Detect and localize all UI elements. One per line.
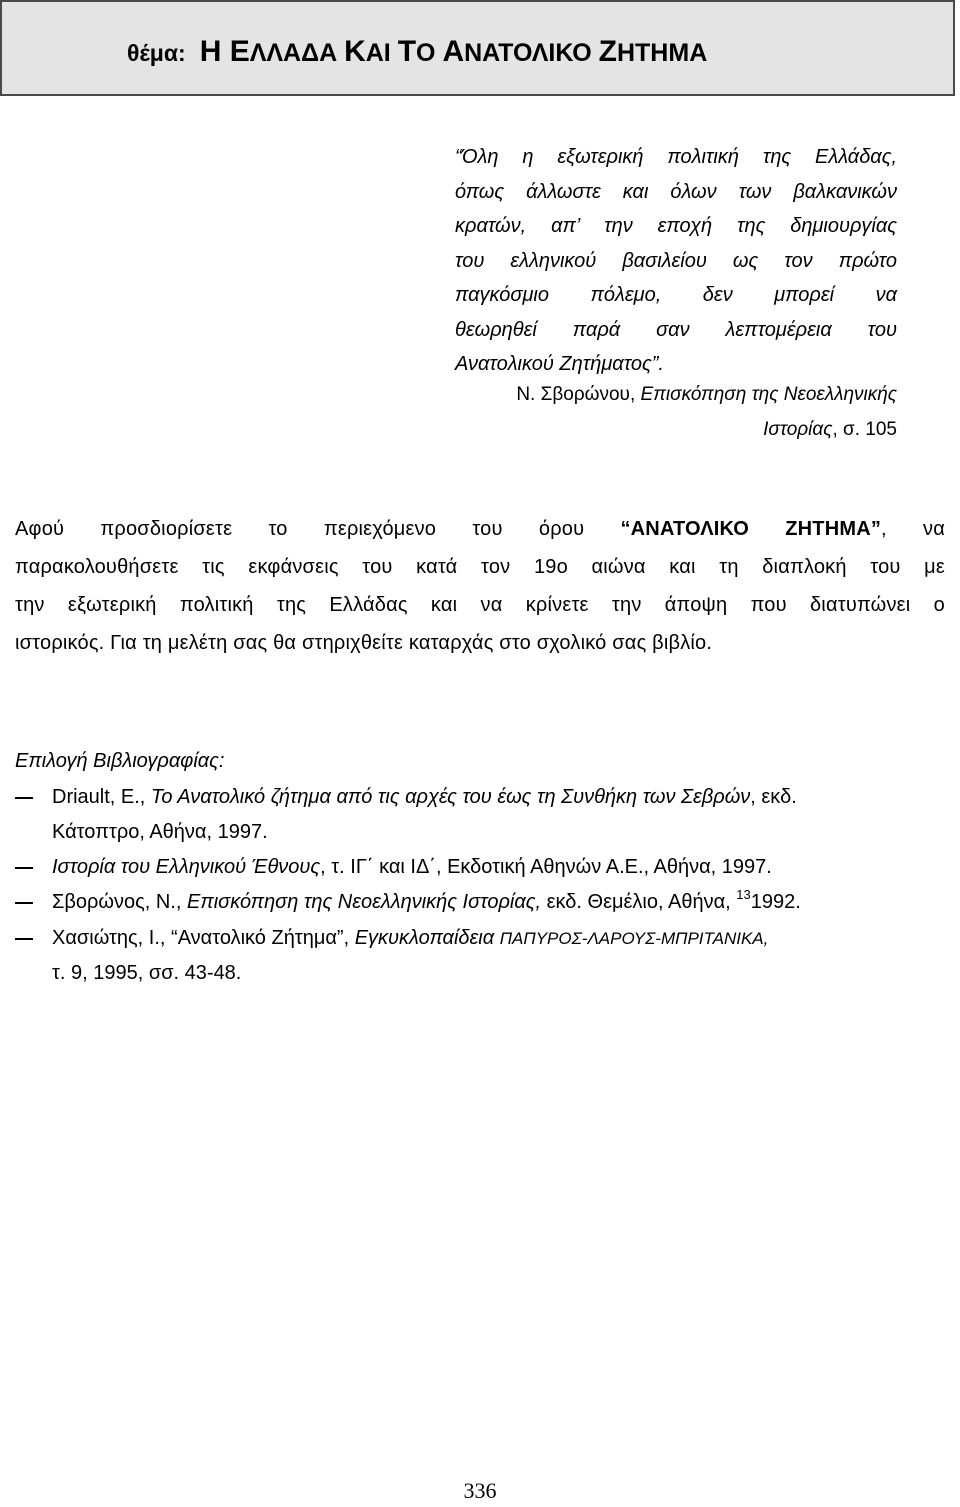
title-part: ΛΛΑΔΑ — [249, 39, 345, 67]
task-text: Αφού προσδιορίσετε το περιεχόμενο του όρου — [15, 518, 621, 540]
task-line: παρακολουθήσετε τις εκφάνσεις του κατά τον 19ο αιώνα και τη διαπλοκή του με — [15, 556, 945, 578]
title-part: ΑΙ — [365, 39, 398, 67]
quote-line: θεωρηθεί παρά σαν λεπτομέρεια του — [455, 318, 897, 341]
source-work: Επισκόπηση της Νεοελληνικής — [640, 384, 897, 405]
quote-line: κρατών, απ’ την εποχή της δημιουργίας — [455, 215, 897, 237]
bib-title: Το Ανατολικό ζήτημα από τις αρχές του έως τη Συνθήκη των Σεβρών — [150, 786, 751, 808]
quote-source — [467, 378, 897, 447]
quote-line: παγκόσμιο πόλεμο, δεν μπορεί να — [455, 284, 897, 306]
quote-line: όπως άλλωστε και όλων των βαλκανικών — [455, 180, 897, 203]
source-line-1 — [467, 378, 897, 413]
dash-bullet-icon — [15, 902, 33, 904]
title-part: Ο — [416, 39, 443, 67]
bibliography-item — [15, 921, 945, 991]
bib-line — [52, 885, 945, 921]
quote-line: Ανατολικού Ζητήματος”. — [455, 353, 664, 375]
title-part: Κ — [344, 35, 366, 68]
task-paragraph — [15, 510, 945, 662]
bib-text: εκδ. Θεμέλιο, Αθήνα, — [541, 891, 737, 913]
task-line — [15, 510, 945, 548]
title-prefix: θέμα: — [127, 40, 186, 66]
bib-line: Κάτοπτρο, Αθήνα, 1997. — [52, 821, 268, 843]
bib-line: τ. 9, 1995, σσ. 43-48. — [52, 962, 242, 984]
bib-title: Εγκυκλοπαίδεια — [354, 927, 500, 949]
bib-line — [52, 921, 945, 956]
bib-text: , εκδ. — [750, 786, 797, 808]
task-text: , να — [881, 518, 945, 540]
bibliography-list — [15, 780, 945, 991]
task-line: ιστορικός. Για τη μελέτη σας θα στηριχθείτε καταρχάς στο σχολικό σας βιβλίο. — [15, 632, 713, 654]
quote-line: του ελληνικού βασιλείου ως τον πρώτο — [455, 249, 897, 272]
source-page: , σ. 105 — [832, 418, 897, 440]
bib-title: Επισκόπηση της Νεοελληνικής Ιστορίας, — [186, 891, 542, 913]
title-part: Τ — [397, 35, 417, 68]
quote-line: “Όλη η εξωτερική πολιτική της Ελλάδας, — [455, 146, 897, 168]
title-part: Η — [199, 35, 230, 68]
source-work-cont: Ιστορίας — [763, 418, 833, 440]
bib-text: 1992. — [750, 891, 801, 913]
bib-author: Σβορώνος, Ν., — [52, 891, 187, 913]
source-line-2 — [467, 413, 897, 448]
edition-superscript: 13 — [736, 887, 751, 902]
title-part: Ζ — [598, 35, 617, 68]
bibliography-item — [15, 850, 945, 885]
title-box — [0, 0, 955, 96]
title-part: ΝΑΤΟΛΙΚΟ — [464, 39, 599, 67]
bibliography-heading: Επιλογή Βιβλιογραφίας: — [15, 750, 225, 772]
page-title — [127, 30, 707, 79]
bib-title-caps: ΠΑΠΥΡΟΣ-ΛΑΡΟΥΣ-ΜΠΡΙΤΑΝΙΚΑ, — [499, 929, 769, 948]
bib-line — [52, 850, 945, 885]
title-part: Ε — [229, 35, 250, 68]
bibliography-item — [15, 885, 945, 921]
bib-text: , τ. ΙΓ΄ και ΙΔ΄, Εκδοτική Αθηνών Α.Ε., Αθήνα, 1997. — [320, 856, 772, 878]
page-number: 336 — [463, 1478, 497, 1503]
bib-article: “Ανατολικό Ζήτημα”, — [171, 927, 355, 949]
bibliography-item — [15, 780, 945, 850]
title-main — [200, 35, 708, 68]
dash-bullet-icon — [15, 867, 33, 869]
dash-bullet-icon — [15, 797, 33, 799]
source-author: Ν. Σβορώνου, — [516, 384, 641, 405]
bib-author: Χασιώτης, Ι., — [52, 927, 172, 949]
title-part: Α — [442, 35, 465, 68]
dash-bullet-icon — [15, 938, 33, 940]
bib-author: Driault, E., — [52, 786, 151, 808]
bib-title: Ιστορία του Ελληνικού Έθνους — [52, 856, 321, 878]
epigraph-quote — [455, 140, 897, 382]
task-line: την εξωτερική πολιτική της Ελλάδας και να κρίνετε την άποψη που διατυπώνει ο — [15, 594, 945, 616]
bib-line — [52, 780, 945, 815]
title-part: ΗΤΗΜΑ — [616, 39, 708, 67]
key-term: “ΑΝΑΤΟΛΙΚΟ ΖΗΤΗΜΑ” — [620, 518, 882, 540]
